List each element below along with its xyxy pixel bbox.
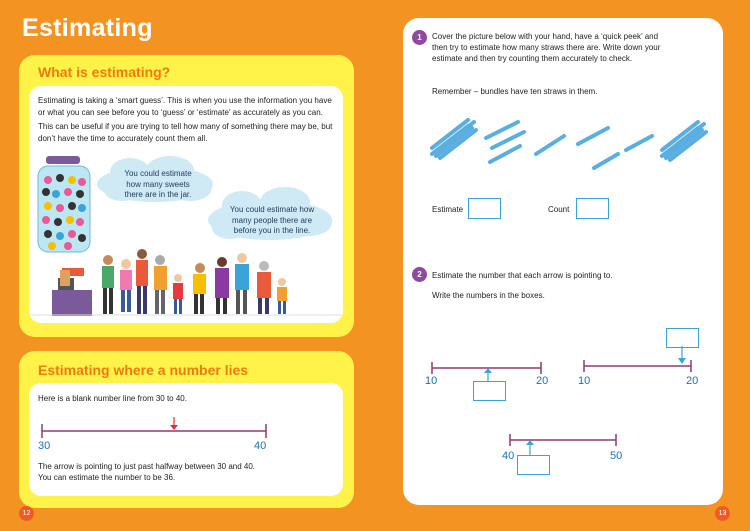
line-2-start: 10	[578, 375, 591, 387]
number-line-2	[578, 346, 702, 376]
line-2-end: 20	[686, 375, 699, 387]
number-line-intro: Here is a blank number line from 30 to 40.	[38, 394, 187, 403]
number-lies-heading: Estimating where a number lies	[38, 362, 249, 378]
arrow-explanation: The arrow is pointing to just past halfway between 30 and 40.	[38, 462, 256, 471]
estimate-explanation: You can estimate the number to be 36.	[38, 473, 176, 482]
number-line-start: 30	[38, 440, 51, 452]
page-number-right: 13	[715, 506, 730, 521]
page-title: Estimating	[22, 14, 153, 42]
question-2-text: Estimate the number that each arrow is pointing to.	[432, 271, 613, 280]
estimate-answer-box[interactable]	[468, 198, 501, 219]
estimating-usefulness: This can be useful if you are trying to tell how many of something there may be, but don’t have the time to accurately count them all.	[38, 122, 333, 143]
number-line-end: 40	[254, 440, 267, 452]
question-2-instruction: Write the numbers in the boxes.	[432, 291, 545, 300]
count-label: Count	[548, 205, 570, 214]
line-3-end: 50	[610, 450, 623, 462]
question-2-badge: 2	[412, 267, 427, 282]
shop-counter	[52, 268, 92, 316]
estimating-definition: Estimating is taking a ‘smart guess’. This is when you use the information you have or what you can see before you to ‘guess’ or ‘estimate’ as accurately as you can.	[38, 96, 332, 117]
line-2-answer-box[interactable]	[666, 328, 699, 348]
page-number-left: 12	[19, 506, 34, 521]
arrow-down-icon	[170, 425, 178, 430]
straw-bundle	[662, 122, 706, 160]
estimate-label: Estimate	[432, 205, 464, 214]
arrow-down-icon	[678, 358, 686, 364]
cloud-text-queue: You could estimate how many people there are before you in the line.	[229, 205, 315, 235]
sweet-jar	[38, 156, 90, 252]
straws-illustration	[428, 118, 710, 174]
line-1-start: 10	[425, 375, 438, 387]
people-queue	[102, 249, 287, 314]
line-3-start: 40	[502, 450, 515, 462]
what-is-estimating-heading: What is estimating?	[38, 64, 171, 80]
line-1-end: 20	[536, 375, 549, 387]
straw-bundle	[432, 120, 476, 158]
number-line-30-40	[38, 415, 278, 439]
question-1-reminder: Remember – bundles have ten straws in them.	[432, 87, 598, 96]
line-3-answer-box[interactable]	[517, 455, 550, 475]
count-answer-box[interactable]	[576, 198, 609, 219]
cloud-text-sweets: You could estimate how many sweets there are in the jar.	[124, 169, 192, 199]
single-straws	[486, 122, 652, 168]
question-1-text: Cover the picture below with your hand, have a ‘quick peek’ and then try to estimate how many straws there are. Write down your estimate and then try counting them accurately to check.	[432, 32, 661, 63]
question-1-badge: 1	[412, 30, 427, 45]
line-1-answer-box[interactable]	[473, 381, 506, 401]
